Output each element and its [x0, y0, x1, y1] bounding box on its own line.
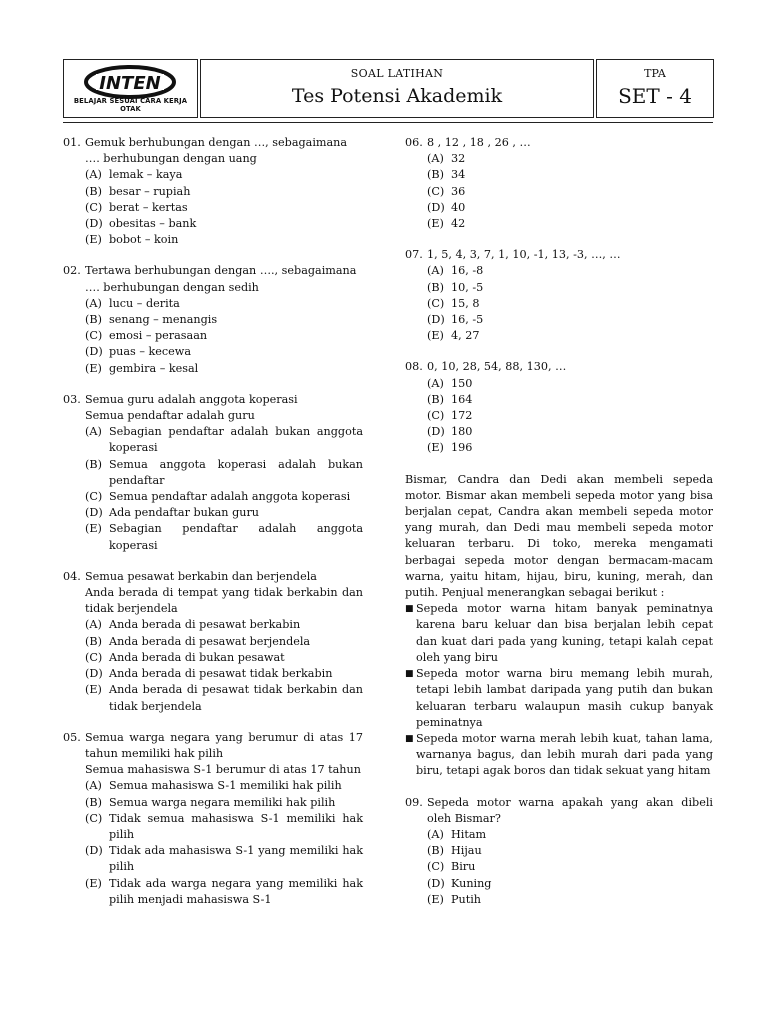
option-d	[63, 216, 363, 232]
option-label: (E)	[85, 522, 102, 536]
option-a	[63, 296, 363, 312]
option-e	[63, 521, 363, 553]
option-a	[405, 827, 713, 843]
option-c	[63, 328, 363, 344]
bullet-text: Sepeda motor warna biru memang lebih murah, tetapi lebih lambat daripada yang putih dan bukan keluaran terbaru walaupun masih cukup banyak peminatnya	[416, 667, 713, 729]
option-d	[63, 666, 363, 682]
question-number: 06.	[405, 136, 423, 149]
option-label: (E)	[85, 683, 102, 697]
option-text: 15, 8	[451, 296, 480, 310]
option-text: bobot – koin	[109, 233, 179, 247]
question-number: 05.	[63, 730, 81, 744]
set-label: SET - 4	[618, 84, 692, 108]
option-text: Hitam	[451, 827, 487, 841]
option-d	[405, 876, 713, 892]
option-text: 34	[451, 168, 466, 182]
question-08	[405, 359, 713, 456]
option-label: (B)	[85, 184, 102, 198]
option-d	[405, 200, 713, 216]
option-text: Semua pendaftar adalah anggota koperasi	[109, 490, 351, 504]
option-label: (A)	[85, 779, 102, 793]
option-b	[405, 280, 713, 296]
option-text: obesitas – bank	[109, 217, 197, 231]
option-text: Ada pendaftar bukan guru	[109, 506, 259, 520]
option-label: (D)	[85, 667, 103, 681]
option-label: (A)	[427, 264, 444, 278]
option-text: lemak – kaya	[109, 168, 183, 182]
option-label: (E)	[85, 361, 102, 375]
option-text: Sebagian pendaftar adalah anggota koperasi	[109, 522, 363, 552]
option-label: (B)	[427, 392, 444, 406]
option-d	[405, 424, 713, 440]
option-label: (C)	[427, 296, 445, 310]
option-label: (D)	[85, 217, 103, 231]
question-text-cont: …. berhubungan dengan uang	[85, 152, 257, 166]
option-label: (D)	[427, 876, 445, 890]
question-text-cont: …. berhubungan dengan sedih	[85, 280, 259, 294]
option-label: (E)	[427, 217, 444, 231]
option-text: emosi – perasaan	[109, 329, 208, 343]
question-number: 04.	[63, 569, 81, 583]
question-text: Tertawa berhubungan dengan …., sebagaimana	[85, 264, 357, 278]
question-text: Sepeda motor warna apakah yang akan dibeli oleh Bismar?	[427, 795, 713, 825]
option-label: (B)	[427, 168, 444, 182]
option-b	[63, 184, 363, 200]
option-text: 42	[451, 217, 466, 231]
option-text: Anda berada di pesawat tidak berkabin	[109, 667, 333, 681]
option-text: Semua warga negara memiliki hak pilih	[109, 795, 336, 809]
option-text: besar – rupiah	[109, 184, 191, 198]
option-text: 196	[451, 441, 473, 455]
question-number: 02.	[63, 264, 81, 278]
option-label: (A)	[85, 296, 102, 310]
option-label: (B)	[427, 280, 444, 294]
question-01	[63, 135, 363, 248]
question-number: 01.	[63, 136, 81, 149]
option-label: (A)	[85, 425, 102, 439]
header-divider	[63, 122, 713, 123]
option-label: (E)	[427, 329, 444, 343]
option-e	[405, 440, 713, 456]
option-text: Semua anggota koperasi adalah bukan pendaftar	[109, 457, 363, 487]
option-c	[405, 859, 713, 875]
option-e	[405, 892, 713, 908]
question-03	[63, 392, 363, 554]
option-e	[405, 328, 713, 344]
inten-logo-icon	[82, 64, 178, 100]
option-text: gembira – kesal	[109, 361, 199, 375]
option-label: (A)	[427, 376, 444, 390]
option-label: (A)	[85, 618, 102, 632]
option-e	[63, 361, 363, 377]
option-text: 16, -8	[451, 264, 484, 278]
option-text: 16, -5	[451, 313, 484, 327]
option-text: Anda berada di pesawat tidak berkabin dan tidak berjendela	[109, 683, 363, 713]
option-c	[63, 650, 363, 666]
question-02	[63, 263, 363, 376]
option-c	[63, 200, 363, 216]
option-label: (E)	[85, 233, 102, 247]
option-label: (C)	[85, 811, 103, 825]
logo-text: INTEN	[99, 73, 161, 94]
option-label: (D)	[427, 313, 445, 327]
option-b	[405, 392, 713, 408]
option-b	[405, 167, 713, 183]
question-07	[405, 247, 713, 344]
option-text: Tidak semua mahasiswa S-1 memiliki hak pilih	[109, 811, 363, 841]
option-label: (C)	[427, 184, 445, 198]
option-text: 40	[451, 200, 466, 214]
option-a	[63, 424, 363, 456]
logo-tagline: BELAJAR SESUAI CARA KERJA OTAK	[73, 97, 188, 113]
question-text: Semua warga negara yang berumur di atas 17 tahun memiliki hak pilih	[85, 730, 363, 760]
title-box	[200, 59, 594, 118]
option-d	[63, 843, 363, 875]
option-e	[405, 216, 713, 232]
question-number: 07.	[405, 248, 423, 262]
option-text: Anda berada di bukan pesawat	[109, 650, 285, 664]
option-e	[63, 232, 363, 248]
question-number: 08.	[405, 360, 423, 374]
option-b	[63, 795, 363, 811]
reading-passage: Bismar, Candra dan Dedi akan membeli sepeda motor. Bismar akan membeli sepeda motor yang bisa berjalan cepat, Candra akan membeli sepeda motor yang murah, dan Dedi mau membeli sepeda motor keluaran terbaru. Di toko, mereka mengamati berbagai sepeda motor dengan bermacam-macam warna, yaitu hitam, hijau, biru, kuning, merah, dan putih. Penjual menerangkan sebagai berikut :	[405, 472, 713, 600]
option-a	[63, 778, 363, 794]
question-09	[405, 795, 713, 908]
option-label: (E)	[427, 892, 444, 906]
option-text: senang – menangis	[109, 313, 218, 327]
option-label: (B)	[85, 457, 102, 471]
passage-bullets	[405, 601, 713, 779]
bullet-text: Sepeda motor warna hitam banyak peminatnya karena baru keluar dan bisa berjalan lebih cepat dan kuat dari pada yang kuning, tetapi kalah cepat oleh yang biru	[416, 602, 713, 664]
question-05	[63, 730, 363, 908]
option-text: 10, -5	[451, 280, 484, 294]
logo-box	[63, 59, 198, 118]
option-label: (B)	[85, 313, 102, 327]
option-d	[63, 344, 363, 360]
option-text: 4, 27	[451, 329, 480, 343]
question-text: 8 , 12 , 18 , 26 , …	[427, 136, 531, 149]
option-text: 164	[451, 392, 473, 406]
option-a	[63, 617, 363, 633]
question-number: 03.	[63, 392, 81, 406]
option-a	[405, 151, 713, 167]
option-label: (D)	[85, 844, 103, 858]
option-text: Hijau	[451, 844, 482, 858]
option-b	[405, 843, 713, 859]
question-text: Semua guru adalah anggota koperasi	[85, 392, 298, 406]
option-text: 180	[451, 425, 473, 439]
option-text: Anda berada di pesawat berkabin	[109, 618, 301, 632]
option-label: (C)	[427, 860, 445, 874]
option-text: Anda berada di pesawat berjendela	[109, 634, 311, 648]
option-e	[63, 876, 363, 908]
option-label: (B)	[427, 844, 444, 858]
option-text: 150	[451, 376, 473, 390]
question-text: 0, 10, 28, 54, 88, 130, …	[427, 360, 567, 374]
bullet-square-icon: ■	[405, 669, 414, 680]
option-c	[405, 296, 713, 312]
option-c	[63, 811, 363, 843]
option-label: (A)	[427, 827, 444, 841]
left-column	[63, 135, 363, 923]
option-text: 172	[451, 409, 473, 423]
category-label: TPA	[644, 67, 666, 80]
option-label: (B)	[85, 795, 102, 809]
option-a	[405, 376, 713, 392]
option-b	[63, 634, 363, 650]
option-label: (D)	[427, 200, 445, 214]
option-a	[63, 167, 363, 183]
option-text: Sebagian pendaftar adalah bukan anggota koperasi	[109, 425, 363, 455]
option-label: (A)	[85, 168, 102, 182]
option-c	[405, 408, 713, 424]
option-text: 36	[451, 184, 466, 198]
option-b	[63, 457, 363, 489]
question-04	[63, 569, 363, 715]
option-label: (C)	[85, 650, 103, 664]
option-text: berat – kertas	[109, 200, 188, 214]
question-number: 09.	[405, 795, 423, 809]
option-label: (E)	[427, 441, 444, 455]
option-d	[405, 312, 713, 328]
option-text: Biru	[451, 860, 476, 874]
option-label: (D)	[427, 425, 445, 439]
option-text: Putih	[451, 892, 482, 906]
option-label: (C)	[85, 200, 103, 214]
bullet-item	[405, 731, 713, 780]
doc-subtitle: SOAL LATIHAN	[350, 67, 444, 80]
option-b	[63, 312, 363, 328]
question-text-cont: Anda berada di tempat yang tidak berkabin dan tidak berjendela	[85, 586, 363, 616]
bullet-item	[405, 601, 713, 666]
option-text: lucu – derita	[109, 296, 180, 310]
bullet-square-icon: ■	[405, 604, 414, 615]
option-text: Tidak ada warga negara yang memiliki hak pilih menjadi mahasiswa S-1	[109, 876, 363, 906]
option-label: (D)	[85, 506, 103, 520]
question-text-cont: Semua mahasiswa S-1 berumur di atas 17 tahun	[85, 763, 361, 777]
question-06	[405, 135, 713, 232]
question-text: Semua pesawat berkabin dan berjendela	[85, 569, 317, 583]
option-label: (D)	[85, 345, 103, 359]
option-text: Tidak ada mahasiswa S-1 yang memiliki hak pilih	[109, 844, 363, 874]
option-text: puas – kecewa	[109, 345, 192, 359]
option-label: (C)	[427, 409, 445, 423]
bullet-text: Sepeda motor warna merah lebih kuat, tahan lama, warnanya bagus, dan lebih murah dari pada yang biru, tetapi agak boros dan tidak sekuat yang hitam	[416, 731, 713, 778]
option-label: (E)	[85, 876, 102, 890]
option-label: (A)	[427, 152, 444, 166]
bullet-item	[405, 666, 713, 731]
option-text: Semua mahasiswa S-1 memiliki hak pilih	[109, 779, 342, 793]
option-c	[405, 184, 713, 200]
option-label: (C)	[85, 329, 103, 343]
option-e	[63, 682, 363, 714]
question-text: 1, 5, 4, 3, 7, 1, 10, -1, 13, -3, …, …	[427, 248, 621, 262]
right-column	[405, 135, 713, 923]
bullet-square-icon: ■	[405, 733, 414, 744]
question-text: Gemuk berhubungan dengan …, sebagaimana	[85, 136, 348, 149]
set-box	[596, 59, 714, 118]
option-text: Kuning	[451, 876, 492, 890]
doc-title: Tes Potensi Akademik	[291, 85, 503, 107]
option-text: 32	[451, 152, 466, 166]
option-d	[63, 505, 363, 521]
option-label: (B)	[85, 634, 102, 648]
option-a	[405, 263, 713, 279]
option-label: (C)	[85, 490, 103, 504]
option-c	[63, 489, 363, 505]
question-text-cont: Semua pendaftar adalah guru	[85, 409, 255, 423]
